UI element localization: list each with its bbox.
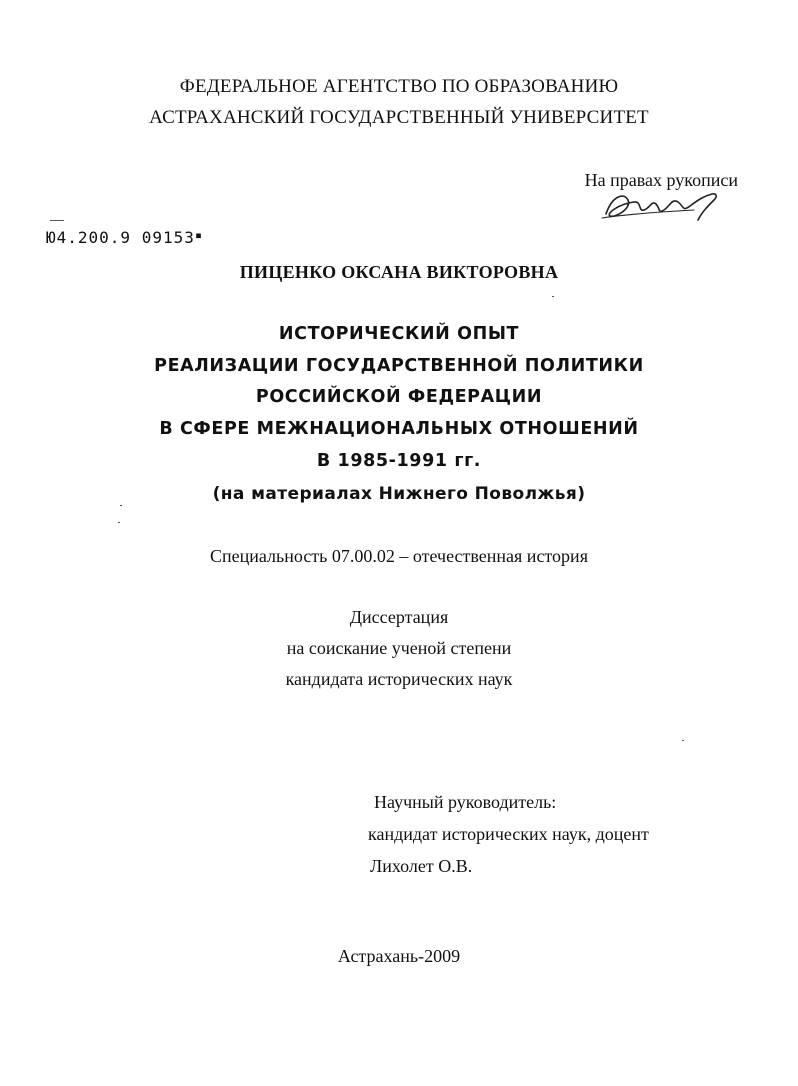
author-name: ПИЦЕНКО ОКСАНА ВИКТОРОВНА <box>239 262 559 282</box>
dissertation-degree: кандидата исторических наук <box>285 669 513 689</box>
scan-speck <box>120 505 122 506</box>
signature-image <box>598 186 728 226</box>
supervisor-label: Научный руководитель: <box>374 792 557 812</box>
title-line-4: В СФЕРЕ МЕЖНАЦИОНАЛЬНЫХ ОТНОШЕНИЙ <box>159 419 639 439</box>
title-line-5: В 1985-1991 гг. <box>316 451 482 471</box>
dissertation-type: Диссертация <box>349 607 449 627</box>
document-number-text: Ю4.200.9 09153 <box>46 228 195 247</box>
title-line-2: РЕАЛИЗАЦИИ ГОСУДАРСТВЕННОЙ ПОЛИТИКИ <box>154 356 644 376</box>
title-subtitle: (на материалах Нижнего Поволжья) <box>212 484 586 504</box>
agency-name: ФЕДЕРАЛЬНОЕ АГЕНТСТВО ПО ОБРАЗОВАНИЮ <box>179 76 619 97</box>
supervisor-name: Лихолет О.В. <box>370 856 473 876</box>
manuscript-note: На правах рукописи <box>584 170 738 190</box>
scan-speck <box>118 522 120 523</box>
dissertation-purpose: на соискание ученой степени <box>286 638 512 658</box>
scan-speck <box>50 220 64 221</box>
title-line-1: ИСТОРИЧЕСКИЙ ОПЫТ <box>278 324 520 344</box>
specialty: Специальность 07.00.02 – отечественная история <box>210 546 588 566</box>
title-line-3: РОССИЙСКОЙ ФЕДЕРАЦИИ <box>255 387 543 407</box>
university-name: АСТРАХАНСКИЙ ГОСУДАРСТВЕННЫЙ УНИВЕРСИТЕТ <box>149 107 649 128</box>
scan-speck <box>682 740 684 741</box>
document-number <box>46 228 203 247</box>
stamp-mark-icon: ▪ <box>194 228 204 242</box>
supervisor-rank: кандидат исторических наук, доцент <box>368 824 649 844</box>
place-year: Астрахань-2009 <box>337 946 461 966</box>
scan-speck <box>552 296 554 297</box>
